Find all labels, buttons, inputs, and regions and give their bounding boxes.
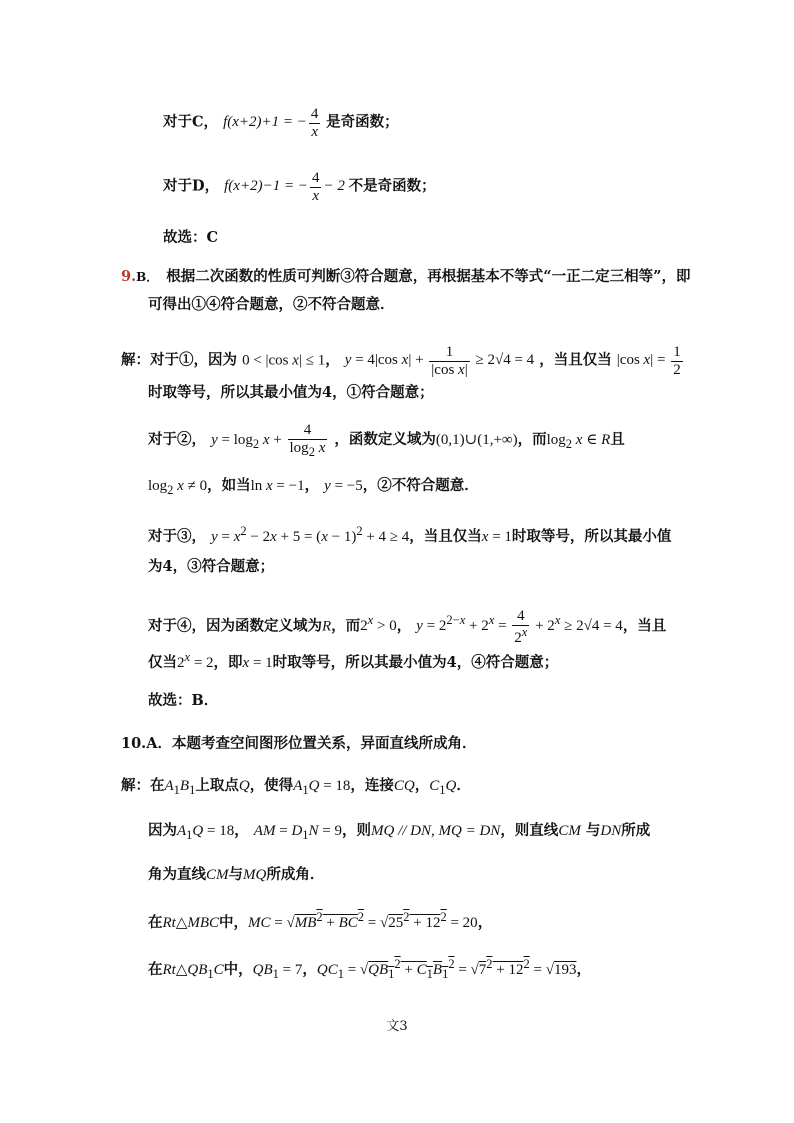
sol4-d: 仅当 <box>148 654 177 671</box>
sol10-f1: $A_1B_1$ <box>164 778 196 797</box>
line-c <box>163 106 399 140</box>
choose-c: 故选：C <box>163 229 219 246</box>
sol10-3b: 与 <box>228 866 243 883</box>
sol10-2f5: DN <box>600 823 622 839</box>
sol2-f1: $y = \log_2 x$ + $\frac{4}{\log_2 x}$ <box>211 422 326 459</box>
sol10-2a: 因为 <box>148 822 177 839</box>
sol1-f2: y = 4|cos x| + $\frac{1}{\text{|cos x|}}$ ≥ 2√4 = 4 <box>344 344 535 378</box>
sol10-line4: 在Rt△MBC中，MC = $√MB^2 + BC^2 = √25^2 + 12^2 = 20$， <box>148 910 493 931</box>
sol10-c: ，使得 <box>249 777 294 794</box>
c-suffix: 是奇函数； <box>326 113 399 131</box>
sol10-4b: 中， <box>219 914 249 931</box>
sol10-b: 上取点 <box>195 777 239 794</box>
sol9-line2: 时取等号，所以其最小值为4，①符合题意； <box>148 384 434 401</box>
sol1-f3: |cos x| = $\frac{1}{2}$ <box>616 344 681 378</box>
sol3-f1: $y = x^2 - 2x + 5 = (x - 1)^2 + 4 \ge 4$ <box>211 524 410 545</box>
q10-head: 10.A．本题考查空间图形位置关系，异面直线所成角． <box>121 735 477 752</box>
sol1-b: ，当且仅当 <box>539 351 612 369</box>
sol2-d: 且 <box>610 431 625 449</box>
sol10-e: ， <box>414 777 430 794</box>
sol2-f6: y = −5 <box>324 478 363 494</box>
q9-answer: B． <box>136 270 159 284</box>
d-formula: f(x+2)−1 = − $\frac{4}{x}$ − 2 <box>224 170 349 204</box>
sol10-2e: 所成 <box>621 822 651 839</box>
q9-number: 9. <box>121 268 137 285</box>
sol3-c: 时取等号，所以其最小值 <box>511 528 672 545</box>
q9-line2: 可得出①④符合题意，②不符合题意． <box>148 296 395 313</box>
sol2-a: 对于②， <box>148 431 206 449</box>
sol10-3f1: CM <box>206 867 229 883</box>
sol10-3c: 所成角． <box>266 866 325 883</box>
sol10-2f4: CM <box>558 823 581 839</box>
q9-text1: 根据二次函数的性质可判断③符合题意，再根据基本不等式“一正二定三相等”，即 <box>166 268 691 285</box>
sol10-line1 <box>121 777 471 798</box>
sol10-f3: $A_1Q = 18$ <box>293 778 351 797</box>
sol4-f4: $2^x = 2$ <box>177 650 214 671</box>
sol4-f3: $y = 2^{2-x} + 2^x$ = $\frac{4}{2^x}$ + $2^x \ge 2√4 = 4$ <box>416 608 623 646</box>
sol10-5f1: $Rt\triangle QB_1C$ <box>162 962 224 981</box>
sol4-c: ，当且 <box>622 617 667 635</box>
sol10-end: ． <box>456 777 471 794</box>
sol9-part4-line1: 对于④，因为函数定义域为R，而$2^x > 0$， $y = 2^{2-x} + 2^x$ = $\frac{4}{2^x}$ + $2^x \ge 2√4 = 4$，当且 <box>148 608 667 646</box>
page-footer: 文3 <box>386 1019 408 1034</box>
sol2-e: ，如当 <box>207 477 251 494</box>
sol3-a: 对于③， <box>148 528 206 545</box>
sol1-a: 解：对于①，因为 <box>121 351 237 369</box>
q9-line1 <box>121 268 690 285</box>
sol4-e: ，即 <box>213 654 243 671</box>
sol4-a: 对于④，因为函数定义域为 <box>148 617 322 635</box>
sol3-f2: x = 1 <box>481 529 512 545</box>
sol4-f1: R <box>322 618 332 635</box>
sol3-b: ，当且仅当 <box>409 528 482 545</box>
sol10-a: 解：在 <box>121 777 165 794</box>
sol10-f2: Q <box>238 778 250 794</box>
sol4-f2: $2^x > 0$ <box>360 613 397 635</box>
sol10-f4: CQ <box>393 778 415 794</box>
sol10-4f2: MC = $√MB^2 + BC^2 = √25^2 + 12^2 = 20$ <box>248 910 478 931</box>
sol10-4a: 在 <box>148 914 163 931</box>
sol10-f5: $C_1Q$ <box>429 778 457 797</box>
sol10-line2: 因为$A_1Q = 18$， AM = $D_1N = 9$，则MQ // DN, MQ = DN，则直线CM 与DN所成 <box>148 822 651 842</box>
sol9-part4-line2 <box>148 650 558 672</box>
sol10-line3 <box>148 866 324 884</box>
sol2-f2: (0,1)∪(1,+∞) <box>435 432 518 449</box>
sol10-5f3: $QC_1 = √QB_1^2 + C_1B_1^2 = √7^2 + 12^2 = √193$ <box>316 957 577 981</box>
d-prefix: 对于D， <box>163 177 220 195</box>
sol10-2c: ，则直线 <box>500 822 559 839</box>
sol9-part2-line2: $\log_2 x \ne 0$，如当ln x = −1， y = −5，②不符合题意． <box>148 477 479 497</box>
sol9-part3-line1 <box>148 524 671 546</box>
sol10-5f2: $QB_1 = 7$ <box>252 962 303 981</box>
sol10-3f2: MQ <box>243 867 267 883</box>
choose-b: 故选：B． <box>148 692 219 709</box>
sol4-b: ，而 <box>331 617 361 635</box>
sol10-2d: 与 <box>585 822 601 839</box>
sol10-2f2: AM = $D_1N = 9$ <box>253 823 343 842</box>
sol10-4f1: Rt△MBC <box>162 915 220 931</box>
sol2-c: ，而 <box>517 431 547 449</box>
c-formula: f(x+2)+1 = − $\frac{4}{x}$ <box>223 106 319 140</box>
sol2-f4: $\log_2 x \ne 0$ <box>148 478 208 497</box>
sol2-f3: $\log_2 x$ ∈ R <box>546 432 611 452</box>
c-prefix: 对于C， <box>163 113 219 131</box>
sol10-3a: 角为直线 <box>148 866 206 883</box>
sol10-5b: 中， <box>223 961 253 978</box>
sol10-line5: 在$Rt\triangle QB_1C$中，$QB_1 = 7$，$QC_1 = √QB_1^2 + C_1B_1^2 = √7^2 + 12^2 = √193$， <box>148 957 591 981</box>
sol2-g: ，②不符合题意． <box>362 477 479 494</box>
sol10-2f1: $A_1Q = 18$ <box>177 823 235 842</box>
sol4-f5: x = 1 <box>242 655 273 671</box>
sol10-2b: ，则 <box>342 822 372 839</box>
sol10-2f3: MQ // DN, MQ = DN <box>371 823 501 839</box>
sol9-part2-line1 <box>148 422 625 459</box>
sol1-f1: 0 < |cos x| ≤ 1 <box>242 352 326 369</box>
sol4-g: 时取等号，所以其最小值为4，④符合题意； <box>272 654 559 671</box>
d-suffix: 不是奇函数； <box>348 177 436 195</box>
sol10-d: ，连接 <box>350 777 394 794</box>
sol9-line1: 解：对于①，因为 0 < |cos x| ≤ 1， y = 4|cos x| + $\frac{1}{\text{|cos x|}}$ ≥ 2√4 = 4 ，当且仅当 |cos x| = $\frac{1}{2}$ <box>121 344 685 378</box>
line-d <box>163 170 436 204</box>
sol2-f5: ln x = −1 <box>250 478 305 494</box>
sol2-b: ，函数定义域为 <box>334 431 436 449</box>
sol10-5a: 在 <box>148 961 163 978</box>
sol9-part3-line2: 为4，③符合题意； <box>148 558 275 575</box>
